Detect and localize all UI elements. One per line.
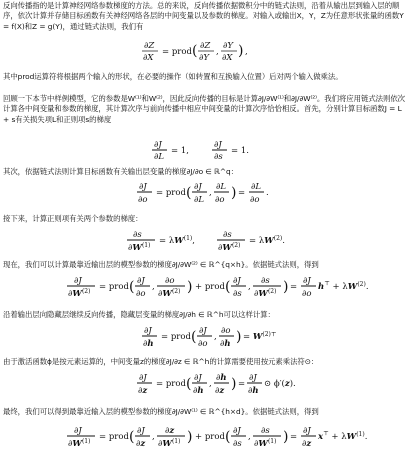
- svg-text:∂J: ∂J: [194, 373, 202, 383]
- svg-text:∂s: ∂s: [233, 289, 242, 299]
- svg-text:,: ,: [245, 47, 248, 57]
- svg-text:): ): [231, 376, 237, 392]
- svg-text:∂W(2): $\partial W^{(2)}$: [218, 242, 241, 253]
- svg-text:∂W(1): $\partial W^{(1)}$: [68, 438, 91, 449]
- svg-text:∂h: ∂h: [220, 339, 231, 349]
- svg-text:∂W(1): $\partial W^{(1)}$: [254, 438, 277, 449]
- equation-2: [150, 138, 270, 164]
- svg-text:∂Y: ∂Y: [199, 53, 210, 63]
- svg-text:∂z: ∂z: [302, 439, 312, 449]
- svg-text:∂J: ∂J: [144, 326, 152, 336]
- svg-text:∂J: ∂J: [137, 276, 145, 286]
- svg-text:): ): [187, 429, 193, 445]
- paragraph-prod: 其中prod运算符将根据两个输入的形状，在必要的操作（如转置和互换输入位置）后对两个输入做乘法。: [3, 72, 343, 81]
- svg-text:+ prod: + prod: [195, 282, 225, 292]
- svg-text:): ): [231, 185, 237, 201]
- equation-4: [125, 228, 295, 256]
- svg-text:∂L: ∂L: [194, 195, 205, 205]
- svg-text:,: ,: [152, 432, 155, 442]
- svg-text:∂s: ∂s: [214, 152, 223, 162]
- paragraph-regularization: 接下来，计算正则项有关两个参数的梯度：: [3, 214, 143, 223]
- svg-text:h⊤ + λW(2).: $h^⊤ + \lambda W^{(2)}$.: [318, 280, 369, 292]
- svg-text:∂J: ∂J: [194, 182, 202, 192]
- svg-text:∂h: ∂h: [143, 339, 154, 349]
- svg-text:∂o: ∂o: [165, 276, 175, 286]
- svg-text:= prod: = prod: [99, 282, 129, 292]
- svg-text:): ): [283, 279, 289, 295]
- svg-text:∂Z: ∂Z: [200, 41, 211, 51]
- svg-text:∂s: ∂s: [233, 439, 242, 449]
- svg-text:= λW(2).: = $\lambda W^{(2)}$.: [249, 235, 285, 246]
- svg-text:∂Y: ∂Y: [223, 41, 234, 51]
- svg-text:= W(2)⊤: = $W^{(2)⊤}$: [243, 331, 277, 342]
- paragraph-w1-gradient: 最终，我们可以得到最靠近输入层的模型参数的梯度∂J/∂W⁽¹⁾ ∈ ℝ^{h×d}。依据链式法则，得到: [3, 407, 319, 416]
- svg-text:∂z: ∂z: [136, 439, 146, 449]
- svg-text:∂o: ∂o: [198, 339, 208, 349]
- svg-text:=: =: [290, 282, 298, 292]
- svg-text:): ): [236, 329, 242, 345]
- svg-text:): ): [283, 429, 289, 445]
- svg-text:=: =: [238, 379, 246, 389]
- svg-text:∂W(1): $\partial W^{(1)}$: [158, 438, 181, 449]
- svg-text:(: (: [186, 376, 192, 392]
- equation-7: [135, 371, 296, 399]
- equation-6: [140, 324, 280, 352]
- equation-8: [65, 424, 368, 454]
- svg-text:∂J: ∂J: [74, 426, 82, 436]
- svg-text:∂s: ∂s: [133, 230, 142, 240]
- svg-text:(: (: [225, 429, 231, 445]
- svg-text:∂W(2): $\partial W^{(2)}$: [158, 288, 181, 299]
- svg-text:∂L: ∂L: [251, 182, 262, 192]
- svg-text:∂z: ∂z: [165, 426, 175, 436]
- svg-text:= 1,: = 1,: [171, 146, 189, 156]
- svg-text:(: (: [225, 279, 231, 295]
- svg-text:,: ,: [216, 47, 219, 57]
- svg-text:+ prod: + prod: [195, 432, 225, 442]
- svg-text:= prod: = prod: [162, 47, 192, 57]
- paragraph-w2-gradient: 现在，我们可以计算最靠近输出层的模型参数的梯度∂J/∂W⁽²⁾ ∈ ℝ^{q×h}。依据链式法则，得到: [3, 260, 319, 269]
- equation-5: [65, 274, 369, 302]
- svg-text:∂L: ∂L: [154, 152, 165, 162]
- svg-text:= prod: = prod: [156, 379, 186, 389]
- svg-text:∂o: ∂o: [302, 289, 312, 299]
- svg-text:= prod: = prod: [156, 188, 186, 198]
- svg-text:= prod: = prod: [161, 332, 191, 342]
- svg-text:(: (: [186, 185, 192, 201]
- svg-text:∂J: ∂J: [139, 373, 147, 383]
- svg-text:∂h: ∂h: [193, 386, 204, 396]
- svg-text:∂s: ∂s: [261, 426, 270, 436]
- svg-text:∂L: ∂L: [216, 182, 227, 192]
- equation-3: [135, 180, 285, 208]
- svg-text:x⊤ + λW(1).: $x^⊤ + \lambda W^{(1)}$.: [318, 430, 368, 442]
- svg-text:∂h: ∂h: [248, 386, 259, 396]
- svg-text:∂J: ∂J: [249, 373, 257, 383]
- svg-text:∂J: ∂J: [137, 426, 145, 436]
- svg-text:∂s: ∂s: [261, 276, 270, 286]
- svg-text:∂s: ∂s: [223, 230, 232, 240]
- svg-text:⊙ ϕ′(z).: ⊙ ϕ′(z).: [264, 379, 296, 389]
- svg-text:(: (: [191, 329, 197, 345]
- svg-text:∂J: ∂J: [139, 182, 147, 192]
- svg-text:,: ,: [248, 432, 251, 442]
- svg-text:∂X: ∂X: [222, 53, 233, 63]
- paragraph-output-gradient: 其次，依据链式法则计算目标函数有关输出层变量的梯度∂J/∂o ∈ ℝ^q：: [3, 167, 239, 176]
- svg-text:∂W(2): $\partial W^{(2)}$: [68, 288, 91, 299]
- svg-text:∂o: ∂o: [215, 195, 225, 205]
- svg-text:,: ,: [209, 379, 212, 389]
- svg-text:,: ,: [248, 282, 251, 292]
- svg-text:(: (: [129, 279, 135, 295]
- svg-text:∂X: ∂X: [143, 53, 154, 63]
- svg-text:∂o: ∂o: [250, 195, 260, 205]
- paragraph-intro: 反向传播指的是计算神经网络参数梯度的方法。总的来说，反向传播依据微积分中的链式法则，沿着从输出层到输入层的顺序，依次计算并存储目标函数有关神经网络各层的中间变量以及参数的梯度。对输入或输出X，Y，Z为任意形状张量的函数Y = f(X)和Z = g(Y)，通过链式法则，我们有: [3, 1, 404, 31]
- svg-text:): ): [238, 43, 244, 59]
- svg-text:∂W(2): $\partial W^{(2)}$: [254, 288, 277, 299]
- svg-text:∂J: ∂J: [74, 276, 82, 286]
- svg-text:=: =: [238, 188, 246, 198]
- svg-text:∂h: ∂h: [216, 373, 227, 383]
- svg-text:(: (: [192, 43, 198, 59]
- svg-text:∂o: ∂o: [221, 326, 231, 336]
- svg-text:(: (: [129, 429, 135, 445]
- svg-text:∂J: ∂J: [233, 426, 241, 436]
- svg-text:∂J: ∂J: [303, 426, 311, 436]
- paragraph-review: 回顾一下本节中样例模型，它的参数是W⁽¹⁾和W⁽²⁾，因此反向传播的目标是计算∂J/∂W⁽¹⁾和∂J/∂W⁽²⁾。我们将应用链式法则依次计算各中间变量和参数的梯度，其计算次序与前向传播中相应中间变量的计算次序恰恰相反。首先，分别计算目标函数J = L + s有关损失项L和正则项s的梯度: [3, 94, 406, 124]
- svg-text:,: ,: [214, 332, 217, 342]
- svg-text:=: =: [290, 432, 298, 442]
- svg-text:.: .: [266, 188, 269, 198]
- svg-text:∂Z: ∂Z: [144, 41, 155, 51]
- svg-text:= λW(1),: = $\lambda W^{(1)}$,: [159, 235, 195, 246]
- svg-text:= prod: = prod: [99, 432, 129, 442]
- svg-text:∂z: ∂z: [138, 386, 148, 396]
- equation-1: [140, 38, 280, 68]
- svg-text:= 1.: = 1.: [231, 146, 249, 156]
- svg-text:∂o: ∂o: [138, 195, 148, 205]
- svg-text:∂o: ∂o: [136, 289, 146, 299]
- svg-text:∂W(1): $\partial W^{(1)}$: [128, 242, 151, 253]
- svg-text:,: ,: [152, 282, 155, 292]
- paragraph-activation: 由于激活函数ϕ是按元素运算的，中间变量z的梯度∂J/∂z ∈ ℝ^h的计算需要使用按元素乘法符⊙：: [3, 357, 319, 366]
- svg-text:,: ,: [209, 188, 212, 198]
- svg-text:∂J: ∂J: [303, 276, 311, 286]
- svg-text:∂J: ∂J: [154, 140, 162, 150]
- svg-text:): ): [187, 279, 193, 295]
- svg-text:∂J: ∂J: [233, 276, 241, 286]
- svg-text:∂z: ∂z: [215, 386, 225, 396]
- paragraph-hidden-gradient: 沿着输出层向隐藏层继续反向传播，隐藏层变量的梯度∂J/∂h ∈ ℝ^h可以这样计算：: [3, 310, 275, 319]
- svg-text:∂J: ∂J: [199, 326, 207, 336]
- svg-text:∂J: ∂J: [214, 140, 222, 150]
